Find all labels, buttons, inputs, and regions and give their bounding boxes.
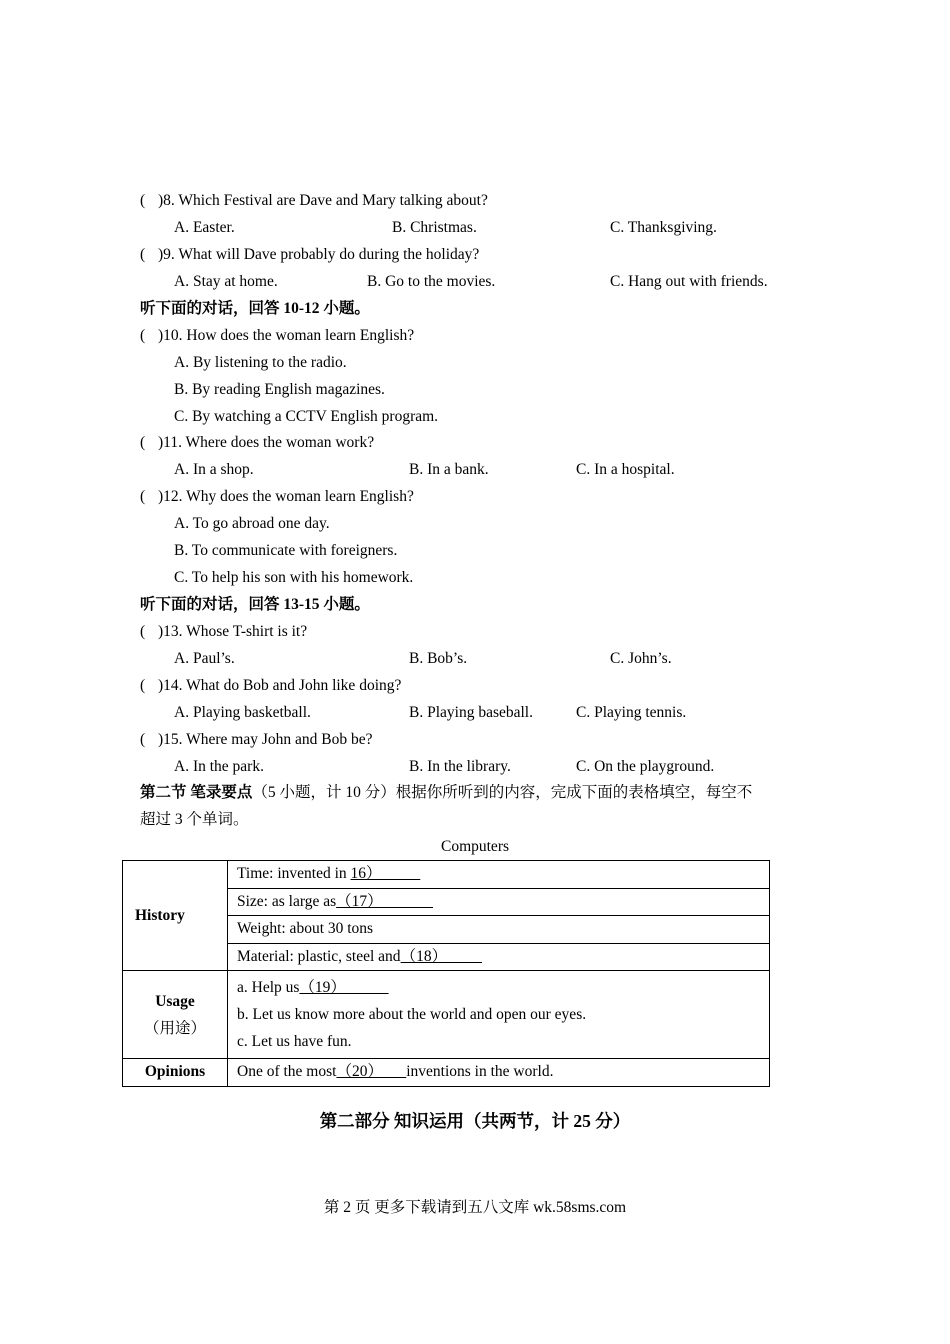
instruction-13-15: 听下面的对话，回答 13-15 小题。 [140,596,370,613]
usage-row-c: c. Let us have fun. [237,1033,352,1050]
row-text-end: inventions in the world. [406,1063,554,1081]
option-b: B. Go to the movies. [367,273,496,290]
question-12 [140,487,414,507]
option-b: B. In the library. [409,758,511,775]
option-b: B. Bob’s. [409,650,468,667]
section2-heading: 第二节 笔录要点 [140,784,253,801]
usage-row-a [237,974,760,1001]
option-c: C. Hang out with friends. [610,273,768,290]
option-c: C. Thanksgiving. [610,219,717,236]
usage-head [123,971,228,1059]
history-row-weight [228,916,770,944]
row-text: Material: plastic, steel and [237,947,401,965]
opinions-head: Opinions [123,1059,228,1087]
question-stem: )8. Which Festival are Dave and Mary talking about? [158,192,488,209]
answer-paren: ( [140,623,146,640]
table-row [123,861,770,889]
history-row-time [228,861,770,889]
option-b: B. To communicate with foreigners. [174,542,398,559]
answer-paren: ( [140,246,146,263]
option-b: B. Christmas. [392,219,477,236]
question-13 [140,622,307,642]
option-a: A. Paul’s. [174,650,235,667]
question-stem: )11. Where does the woman work? [158,434,375,451]
usage-head-chinese: （用途） [143,1019,206,1037]
question-9 [140,245,479,265]
question-stem: )12. Why does the woman learn English? [158,488,414,505]
option-a: A. In the park. [174,758,264,775]
question-stem: )15. Where may John and Bob be? [158,731,373,748]
answer-paren: ( [140,677,146,694]
blank-18[interactable]: （18） [400,947,482,965]
option-b: B. In a bank. [409,461,489,478]
instruction-10-12: 听下面的对话，回答 10-12 小题。 [140,300,370,317]
history-row-material [228,943,770,971]
notes-table [122,860,770,1087]
option-a: A. Stay at home. [174,273,278,290]
table-caption: Computers [440,838,510,855]
option-a: A. To go abroad one day. [174,515,330,532]
question-15 [140,730,373,750]
option-c: C. John’s. [610,650,672,667]
option-b: B. Playing baseball. [409,704,533,721]
question-10 [140,326,414,346]
history-row-size [228,888,770,916]
part2-title: 第二部分 知识运用（共两节，计 25 分） [319,1111,631,1131]
question-8 [140,191,488,211]
option-c: C. To help his son with his homework. [174,569,414,586]
option-a: A. Easter. [174,219,235,236]
option-c: C. By watching a CCTV English program. [174,408,439,425]
answer-paren: ( [140,327,146,344]
usage-head-label: Usage [155,992,195,1010]
answer-paren: ( [140,434,146,451]
question-11 [140,433,374,453]
history-head: History [123,861,228,971]
opinions-row [228,1059,770,1087]
section2-instruction-line2: 超过 3 个单词。 [140,811,249,828]
option-a: A. By listening to the radio. [174,354,347,371]
question-stem: )10. How does the woman learn English? [158,327,415,344]
answer-paren: ( [140,192,146,209]
answer-paren: ( [140,488,146,505]
row-text: One of the most [237,1063,337,1081]
row-text: Size: as large as [237,892,337,910]
table-row [123,971,770,1059]
table-row [123,1059,770,1087]
option-c: C. In a hospital. [576,461,675,478]
blank-20[interactable]: （20） [336,1063,407,1081]
row-text: a. Help us [237,979,300,996]
blank-17[interactable]: （17） [336,892,434,910]
option-a: A. In a shop. [174,461,254,478]
question-14 [140,676,401,696]
usage-row-b: b. Let us know more about the world and open our eyes. [237,1006,587,1023]
option-b: B. By reading English magazines. [174,381,385,398]
section2-instruction [140,783,752,803]
section2-text: （5 小题，计 10 分）根据你所听到的内容，完成下面的表格填空，每空不 [252,784,753,801]
option-a: A. Playing basketball. [174,704,311,721]
blank-16[interactable]: 16） [350,865,421,883]
option-c: C. Playing tennis. [576,704,687,721]
question-stem: )9. What will Dave probably do during the holiday? [158,246,480,263]
option-c: C. On the playground. [576,758,715,775]
usage-rows [228,971,770,1059]
row-text: Weight: about 30 tons [237,920,374,938]
question-stem: )14. What do Bob and John like doing? [158,677,402,694]
answer-paren: ( [140,731,146,748]
blank-19[interactable]: （19） [299,979,389,996]
question-stem: )13. Whose T-shirt is it? [158,623,308,640]
page-footer: 第 2 页 更多下载请到五八文库 wk.58sms.com [323,1199,627,1216]
row-text: Time: invented in [237,865,351,883]
